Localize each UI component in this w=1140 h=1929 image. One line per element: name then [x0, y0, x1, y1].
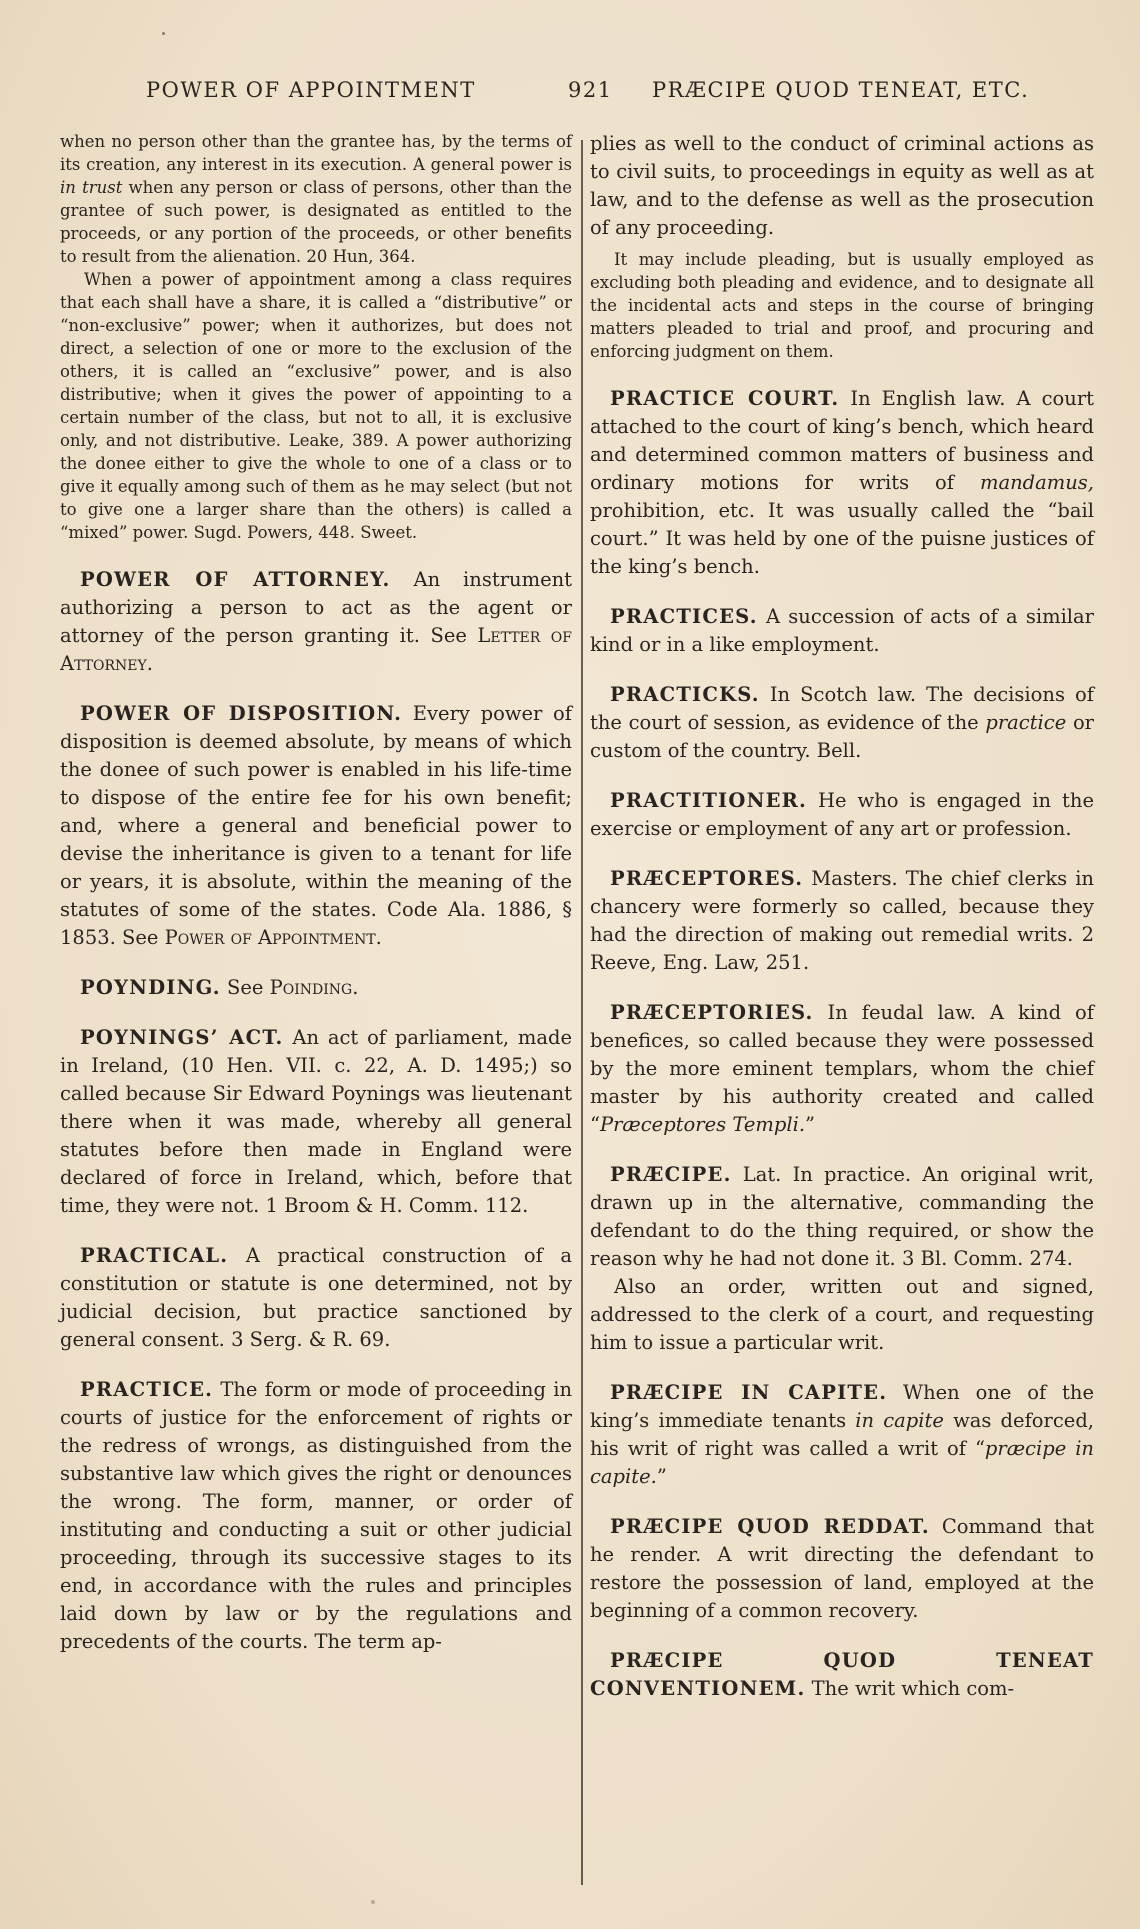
speck [162, 32, 165, 35]
entry-headword: POWER OF DISPOSITION. [80, 702, 403, 725]
entry-headword: PRÆCIPE IN CAPITE. [610, 1381, 888, 1404]
entry-text: ” [805, 1113, 816, 1136]
entry-text: When one of the king’s immediate tenants [590, 1381, 1094, 1432]
entry-text: was deforced, his writ of right was called a writ of “ [590, 1409, 1095, 1460]
entry-text: Masters. The chief clerks in chancery were formerly so called, because they had the direction of making out remedial writs. 2 Reeve, Eng. Law, 251. [590, 867, 1094, 974]
entry-headword: POYNINGS’ ACT. [80, 1026, 284, 1049]
cross-reference: Poinding. [269, 976, 359, 999]
entry-text: See [220, 976, 270, 999]
continued-entry [60, 130, 572, 268]
entry-text: An act of parliament, made in Ireland, (10 Hen. VII. c. 22, A. D. 1495;) so called because Sir Edward Poynings was lieutenant there when it was made, whereby all general statutes before then made in England were declared of force in Ireland, which, before that time, they were not. 1 Broom & H. Comm. 112. [60, 1026, 572, 1217]
entry-power-of-attorney [60, 566, 572, 678]
entry-headword: PRÆCIPE. [610, 1163, 732, 1186]
entry-text: Lat. In practice. An original writ, drawn up in the alternative, commanding the defendant to do the thing required, or show the reason why he had not done it. 3 Bl. Comm. 274. [590, 1163, 1094, 1270]
entry-paragraph: Also an order, written out and signed, addressed to the clerk of a court, and requesting him to issue a particular writ. [590, 1275, 1094, 1354]
entry-practicks [590, 681, 1094, 765]
entry-text: An instrument authorizing a person to act as the agent or attorney of the person granting it. See [60, 568, 573, 647]
entry-poynding [60, 974, 572, 1002]
entry-headword: PRACTICE. [80, 1378, 214, 1401]
entry-italic: Præceptores Templi. [599, 1113, 806, 1136]
entry-headword: PRACTICKS. [610, 683, 760, 706]
right-column [590, 130, 1094, 1703]
page-number: 921 [568, 78, 613, 102]
entry-text: or custom of the country. Bell. [590, 711, 1095, 762]
entry-text: In Scotch law. The decisions of the court of session, as evidence of the [590, 683, 1094, 734]
entry-text: when no person other than the grantee has, by the terms of its creation, any interest in its execution. A general power is [60, 132, 572, 174]
entry-text: He who is engaged in the exercise or employment of any art or profession. [590, 789, 1094, 840]
entry-praecipe [590, 1161, 1094, 1273]
entry-practices [590, 603, 1094, 659]
entry-italic: in trust [60, 178, 123, 197]
entry-headword: PRACTITIONER. [610, 789, 808, 812]
continued-paragraph: It may include pleading, but is usually employed as excluding both pleading and evidence, and to designate all the incidental acts and steps in the course of bringing matters pleaded to trial and proof, and procuring and enforcing judgment on them. [590, 250, 1094, 361]
header-left-title: POWER OF APPOINTMENT [146, 78, 476, 102]
speck [371, 1900, 375, 1904]
entry-praeceptores [590, 865, 1094, 977]
entry-text: A succession of acts of a similar kind or in a like employment. [590, 605, 1094, 656]
entry-headword: PRÆCEPTORIES. [610, 1001, 814, 1024]
entry-text: The form or mode of proceeding in courts of justice for the enforcement of rights or the redress of wrongs, as distinguished from the substantive law which gives the right or denounces the wrong. The form, manner, or order of instituting and conducting a suit or other judicial proceeding, through its successive stages to its end, in accordance with the rules and principles laid down by law or by the regulations and precedents of the courts. The term ap- [60, 1378, 572, 1653]
entry-italic: præcipe in capite. [590, 1437, 1094, 1488]
entry-headword: PRÆCIPE QUOD REDDAT. [610, 1515, 930, 1538]
entry-text: ” [656, 1465, 667, 1488]
entry-headword: PRÆCEPTORES. [610, 867, 804, 890]
column-divider [581, 140, 583, 1885]
entry-italic: practice [985, 711, 1067, 734]
entry-praeceptories [590, 999, 1094, 1139]
left-column [60, 130, 572, 1656]
cross-reference: Letter of Attorney. [60, 624, 572, 675]
entry-italic: mandamus, [979, 471, 1094, 494]
entry-text: A practical construction of a constitution or statute is one determined, not by judicial decision, but practice sanctioned by general consent. 3 Serg. & R. 69. [60, 1244, 572, 1351]
entry-practical [60, 1242, 572, 1354]
continued-paragraph: When a power of appointment among a class requires that each shall have a share, it is called a “distributive” or “non-exclusive” power; when it authorizes, but does not direct, a selection of one or more to the exclusion of the others, it is called an “exclusive” power, and is also distributive; when it gives the power of appointing to a certain number of the class, but not to all, it is exclusive only, and not distributive. Leake, 389. A power authorizing the donee either to give the whole to one of a class or to give it equally among such of them as he may select (but not to give one a larger share than the others) is called a “mixed” power. Sugd. Powers, 448. Sweet. [60, 270, 572, 542]
entry-praecipe-quod-teneat [590, 1647, 1094, 1703]
entry-text: In feudal law. A kind of benefices, so called because they were possessed by the more eminent templars, whom the chief master by his authority created and called “ [590, 1001, 1094, 1136]
entry-praecipe-quod-reddat [590, 1513, 1094, 1625]
entry-headword: POWER OF ATTORNEY. [80, 568, 391, 591]
header-right-title: PRÆCIPE QUOD TENEAT, ETC. [652, 78, 1030, 102]
continued-entry: plies as well to the conduct of criminal actions as to civil suits, to proceedings in equity as well as at law, and to the defense as well as the prosecution of any proceeding. [590, 132, 1094, 239]
entry-text: prohibition, etc. It was usually called the “bail court.” It was held by one of the puisne justices of the king’s bench. [590, 499, 1094, 578]
entry-text: Every power of disposition is deemed absolute, by means of which the donee of such power is enabled in his life-time to dispose of the entire fee for his own benefit; and, where a general and beneficial power to devise the inheritance is given to a tenant for life or years, it is absolute, within the meaning of the statutes of some of the states. Code Ala. 1886, § 1853. See [60, 702, 572, 949]
entry-practitioner [590, 787, 1094, 843]
entry-headword: PRÆCIPE QUOD TENEAT CONVENTIONEM. [590, 1649, 1094, 1700]
entry-italic: in capite [855, 1409, 944, 1432]
entry-headword: PRACTICAL. [80, 1244, 229, 1267]
running-header [140, 78, 1060, 108]
cross-reference: Power of Appointment. [164, 926, 382, 949]
entry-practice-court [590, 385, 1094, 581]
entry-text: In English law. A court attached to the court of king’s bench, which heard and determined common matters of business and ordinary motions for writs of [590, 387, 1095, 494]
entry-practice [60, 1376, 572, 1656]
entry-poynings-act [60, 1024, 572, 1220]
entry-headword: POYNDING. [80, 976, 221, 999]
entry-text: Command that he render. A writ directing the defendant to restore the possession of land, employed at the beginning of a common recovery. [590, 1515, 1094, 1622]
entry-praecipe-in-capite [590, 1379, 1094, 1491]
entry-headword: PRACTICES. [610, 605, 758, 628]
entry-power-of-disposition [60, 700, 572, 952]
entry-headword: PRACTICE COURT. [610, 387, 840, 410]
entry-text: when any person or class of persons, other than the grantee of such power, is designated as entitled to the proceeds, or any portion of the proceeds, or other benefits to result from the alienation. 20 Hun, 364. [60, 178, 572, 266]
entry-text: The writ which com- [805, 1677, 1015, 1700]
